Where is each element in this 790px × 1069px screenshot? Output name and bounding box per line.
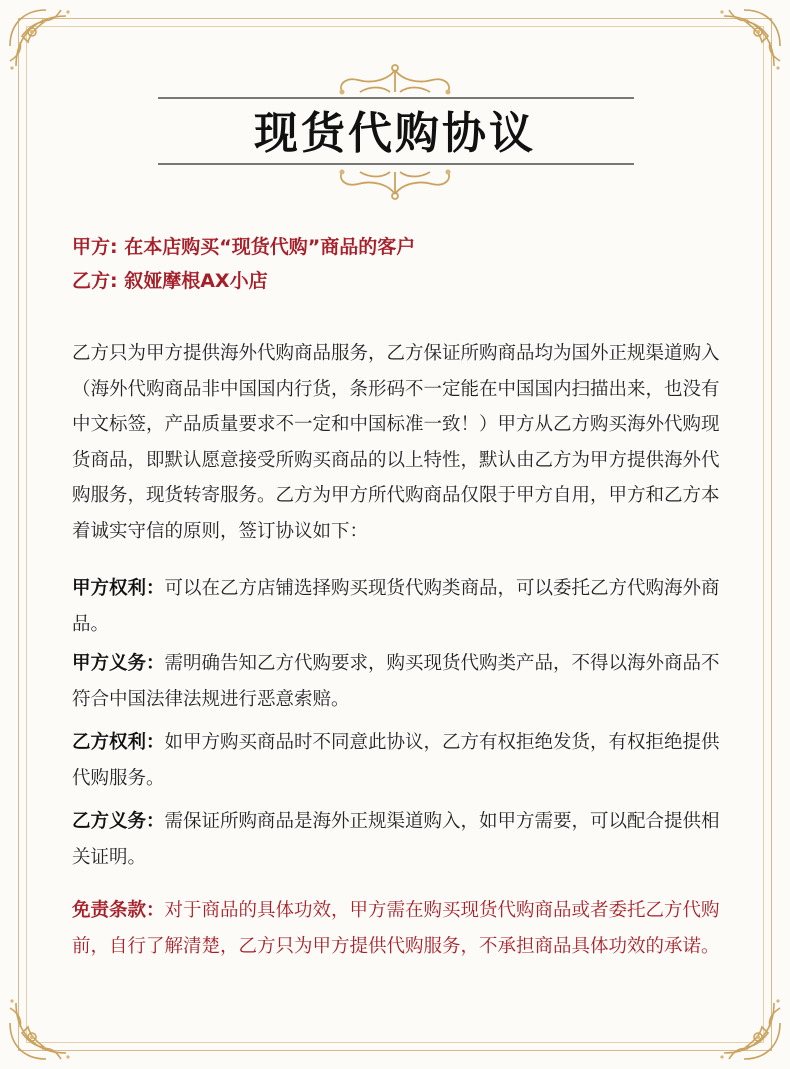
clause-label: 乙方义务： [72,811,165,832]
agreement-body [72,230,722,964]
page-title: 现货代购协议 [254,108,536,159]
clause-text: 可以在乙方店铺选择购买现货代购类商品，可以委托乙方代购海外商品。 [72,578,720,635]
clause-label: 甲方权利： [72,578,165,599]
intro-paragraph: 乙方只为甲方提供海外代购商品服务，乙方保证所购商品均为国外正规渠道购入（海外代购商品非中国国内行货，条形码不一定能在中国国内扫描出来，也没有中文标签，产品质量要求不一定和中国标准一致！）甲方从乙方购买海外代购现货商品，即默认愿意接受所购买商品的以上特性，默认由乙方为甲方提供海外代购服务，现货转寄服务。乙方为甲方所代购商品仅限于甲方自用，甲方和乙方本着诚实守信的原则，签订协议如下： [72,343,720,542]
clause-text: 需保证所购商品是海外正规渠道购入，如甲方需要，可以配合提供相关证明。 [72,811,720,868]
clause-text: 如甲方购买商品时不同意此协议，乙方有权拒绝发货，有权拒绝提供代购服务。 [72,732,720,789]
clause-party-b-rights [72,725,722,796]
clause-party-a-obligations [72,646,722,717]
parties-block [72,230,722,298]
disclaimer-text: 对于商品的具体功效，甲方需在购买现货代购商品或者委托乙方代购前，自行了解清楚，乙方只为甲方提供代购服务，不承担商品具体功效的承诺。 [72,900,720,957]
clause-party-a-rights [72,571,722,642]
party-b: 乙方: 叙娅摩根AX小店 [72,270,268,292]
disclaimer-label: 免责条款： [72,900,165,921]
clause-party-b-obligations [72,804,722,875]
party-a: 甲方: 在本店购买“现货代购”商品的客户 [72,236,416,258]
clause-text: 需明确告知乙方代购要求，购买现货代购类产品，不得以海外商品不符合中国法律法规进行恶意索赔。 [72,653,720,710]
corner-ornament-icon [6,993,76,1063]
clause-label: 甲方义务： [72,653,165,674]
disclaimer-clause [72,893,722,964]
clause-label: 乙方权利： [72,732,165,753]
corner-ornament-icon [714,993,784,1063]
